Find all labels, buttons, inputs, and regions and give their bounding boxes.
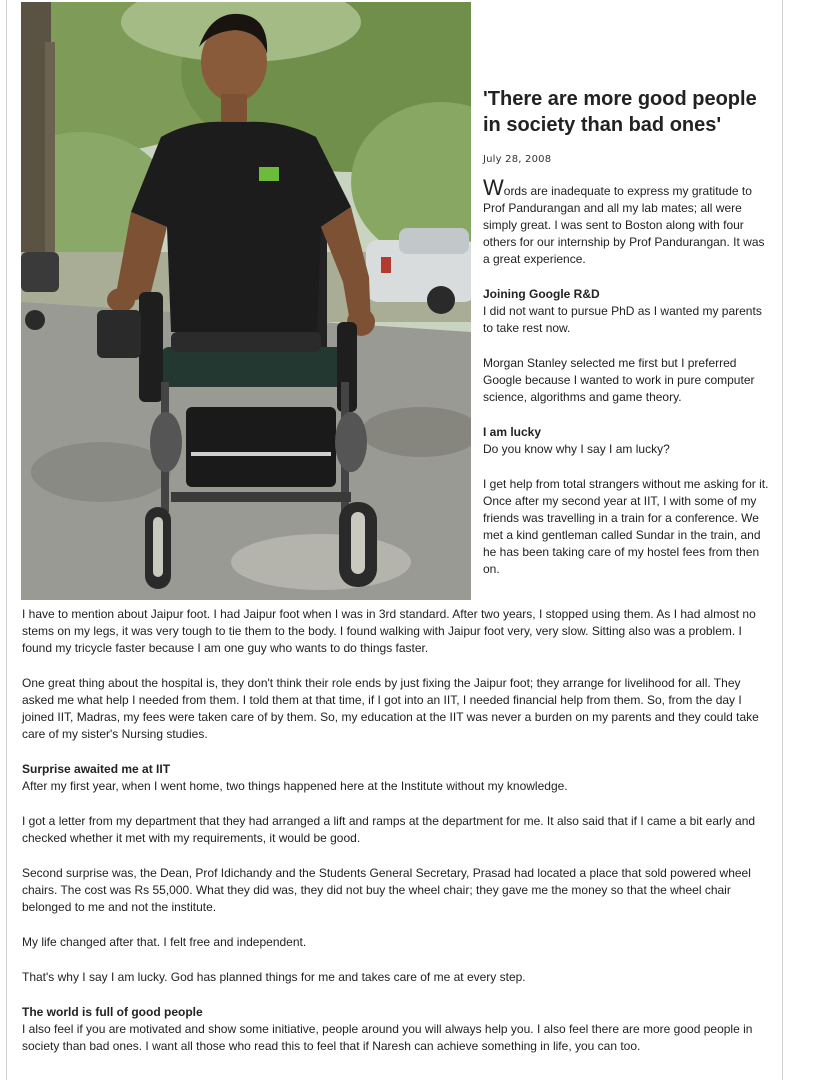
paragraph: Morgan Stanley selected me first but I preferred Google because I wanted to work in pure computer science, algorithms and game theory. [483,356,755,404]
drop-cap: W [483,175,504,200]
paragraph: I get help from total strangers without me asking for it. Once after my second year at IIT, I with some of my friends was travelling in a train for a conference. We met a kind gentleman called Sundar in the train, and he has been taking care of my hostel fees from then on. [483,477,769,576]
section-heading-joining-google: Joining Google R&D [483,287,600,301]
paragraph: Second surprise was, the Dean, Prof Idichandy and the Students General Secretary, Prasad had located a place that sold powered wheel chairs. The cost was Rs 55,000. What they did was, they did not buy the wheel chair; they gave me the money so that the wheel chair belonged to me and not the institute. [22,866,751,914]
paragraph: After my first year, when I went home, two things happened here at the Institute without my knowledge. [22,779,568,793]
article-sidebar-column [483,86,773,578]
article-date: July 28, 2008 [483,154,552,165]
paragraph: I also feel if you are motivated and show some initiative, people around you will always help you. I also feel there are more good people in society than bad ones. I want all those who read this to feel that if Naresh can achieve something in life, you can too. [22,1022,753,1053]
paragraph: I got a letter from my department that they had arranged a lift and ramps at the department for me. It also said that if I came a bit early and checked whether it met with my requirements, it would be good. [22,814,756,845]
paragraph: I did not want to pursue PhD as I wanted my parents to take rest now. [483,304,762,335]
section-heading-surprise: Surprise awaited me at IIT [22,762,171,776]
paragraph: That's why I say I am lucky. God has planned things for me and takes care of me at every step. [22,970,526,984]
paragraph: One great thing about the hospital is, they don't think their role ends by just fixing the Jaipur foot; they arrange for livelihood for all. They asked me what help I needed from them. I told them at that time, if I got into an IIT, I needed financial help from them. So, from the day I joined IIT, Madras, my fees were taken care of by them. So, my education at the IIT was never a burden on my parents and they could take care of my sister's Nursing studies. [22,676,759,741]
page-border-left [6,0,7,1080]
article-title: 'There are more good people in society than bad ones' [483,88,757,136]
paragraph: I have to mention about Jaipur foot. I had Jaipur foot when I was in 3rd standard. After two years, I stopped using them. As I had almost no stems on my legs, it was very tough to tie them to the body. I found walking with Jaipur foot very, very slow. Sitting also was a problem. I found my tricycle faster because I am one guy who wants to do things faster. [22,607,756,655]
page-border-right [782,0,783,1080]
paragraph: My life changed after that. I felt free and independent. [22,935,307,949]
intro-paragraph [483,175,773,268]
paragraph: Do you know why I say I am lucky? [483,442,670,456]
section-heading-good-people: The world is full of good people [22,1005,203,1019]
intro-text: ords are inadequate to express my gratitude to Prof Pandurangan and all my lab mates; all were simply great. I was sent to Boston along with four others for our internship by Prof Pandurangan. It was a great experience. [483,184,765,266]
section-heading-i-am-lucky: I am lucky [483,425,542,439]
article-photo [21,2,471,600]
article-main-column [22,606,772,1055]
